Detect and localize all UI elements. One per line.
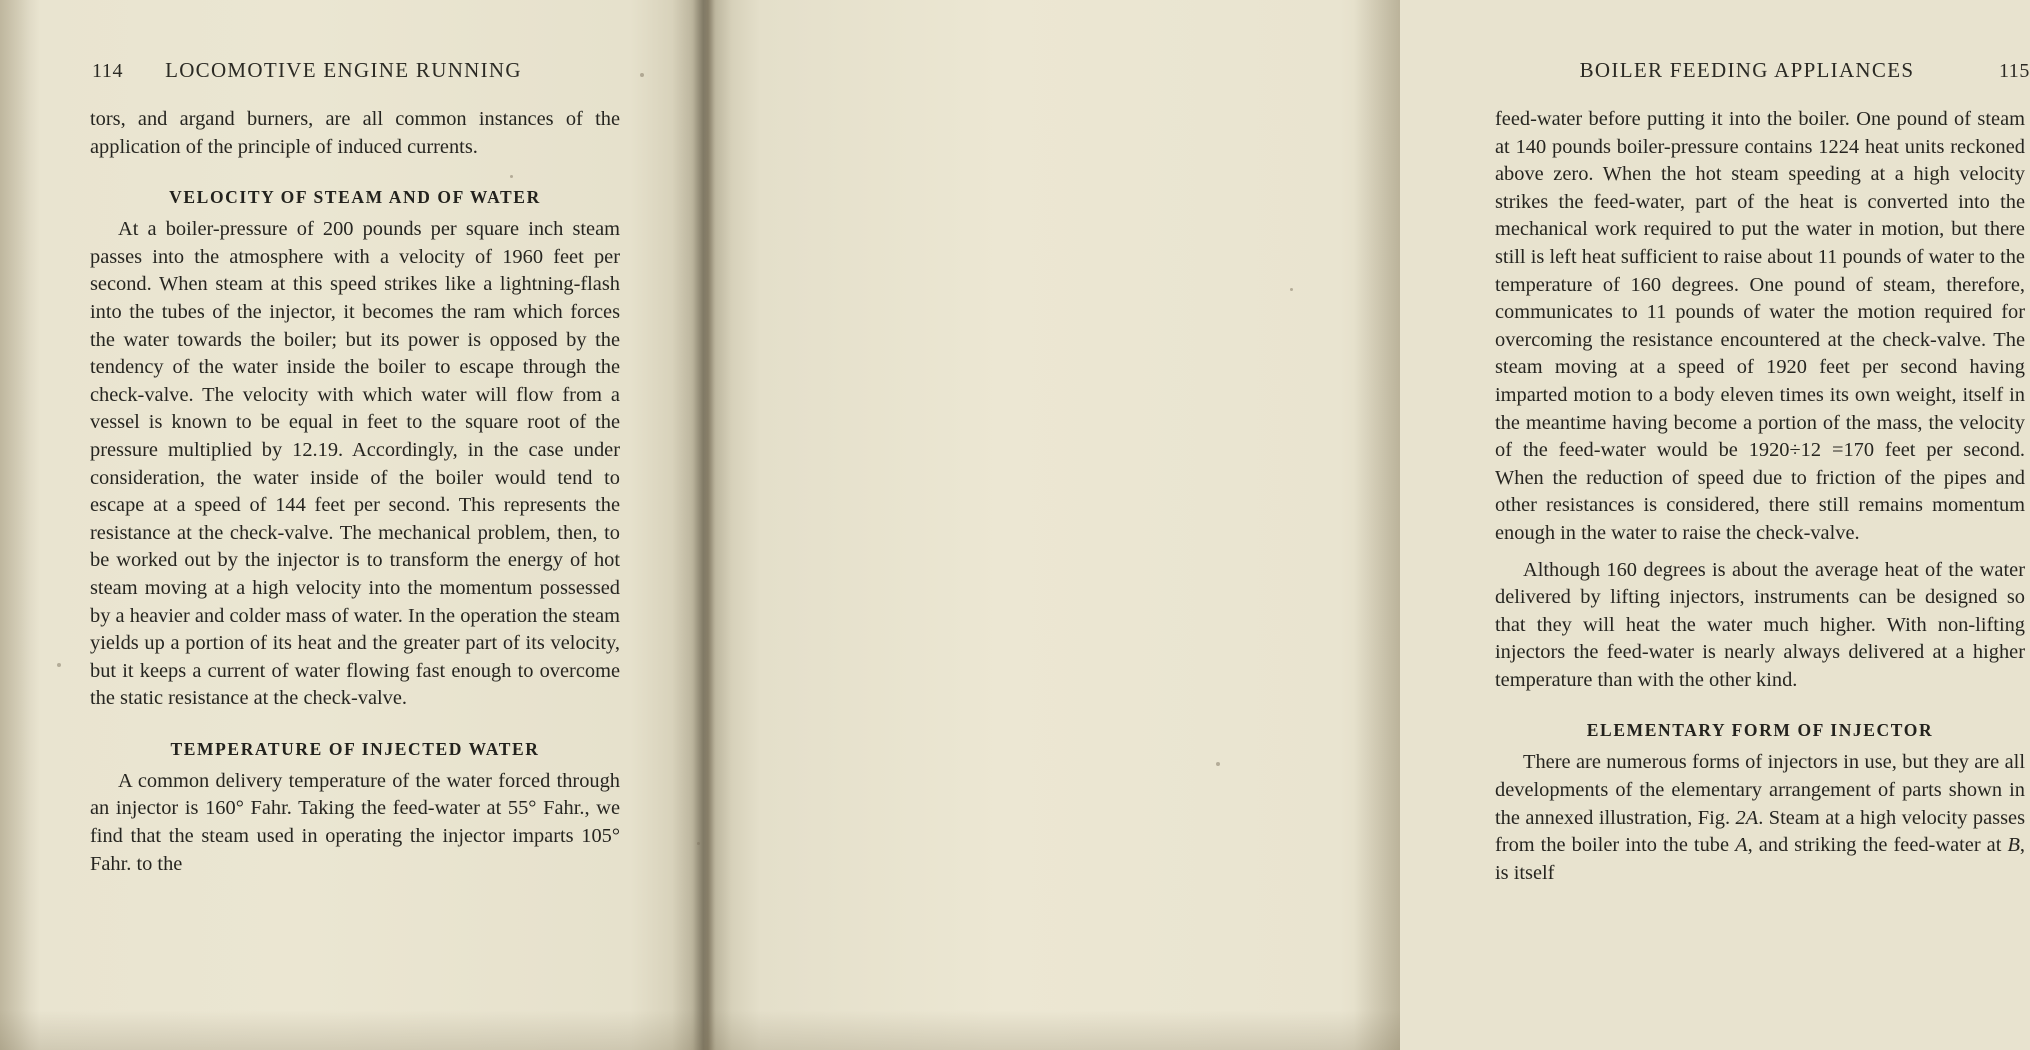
- section-heading-elementary-form: ELEMENTARY FORM OF INJECTOR: [1586, 720, 1934, 741]
- section-heading-velocity: VELOCITY OF STEAM AND OF WATER: [169, 187, 541, 208]
- left-page-number: 114: [92, 60, 124, 82]
- paragraph-text-part: . Steam at a high velocity passes from the boiler into the tube: [1495, 806, 2025, 857]
- paragraph-text-part: There are numerous forms of injectors in use, but they are all developments of the elementary arrangement of parts shown in the annexed illustration, Fig.: [1495, 751, 2025, 829]
- right-page-text-column: [1495, 106, 2025, 887]
- label-reference-a: A: [1735, 834, 1748, 857]
- paragraph: A common delivery temperature of the water forced through an injector is 160° Fahr. Taking the feed-water at 55° Fahr., we find that the steam used in operating the injector imparts 105° Fahr. to the: [90, 769, 620, 875]
- paragraph-with-figure-reference: [1495, 749, 2025, 887]
- left-page-text-column: [90, 106, 620, 878]
- left-running-title: LOCOMOTIVE ENGINE RUNNING: [165, 58, 522, 82]
- paragraph: feed-water before putting it into the boiler. One pound of steam at 140 pounds boiler-pressure contains 1224 heat units reckoned above zero. When the hot steam speeding at a high velocity strikes the feed-water, part of the heat is converted into the mechanical work required to put the water in motion, but there still is left heat sufficient to raise about 11 pounds of water to the temperature of 160 degrees. One pound of steam, therefore, communicates to 11 pounds of water the motion required for overcoming the resistance encountered at the check-valve. The steam moving at a speed of 1920 feet per second having imparted motion to a body eleven times its own weight, itself in the meantime having become a portion of the mass, the velocity of the feed-water would be 1920÷12 =170 feet per second. When the reduction of speed due to friction of the pipes and other resistances is considered, there still remains momentum enough in the water to raise the check-valve.: [1495, 108, 2025, 544]
- right-page: [700, 0, 2030, 1050]
- section-heading-temperature: TEMPERATURE OF INJECTED WATER: [170, 738, 540, 759]
- figure-reference: 2A: [1735, 806, 1759, 829]
- left-page: [0, 0, 700, 1050]
- paragraph-text-part: , and striking the feed-water at: [1747, 834, 2008, 857]
- label-reference-b: B: [2007, 834, 2020, 857]
- paragraph: tors, and argand burners, are all common instances of the application of the principle of induced currents.: [90, 108, 620, 158]
- paragraph: Although 160 degrees is about the average heat of the water delivered by lifting injectors, instruments can be designed so that they will heat the water much higher. With non-lifting injectors the feed-water is nearly always delivered at a higher temperature than with the other kind.: [1495, 558, 2025, 691]
- right-page-number: 115: [1998, 60, 2030, 82]
- paragraph-text-part: , is itself: [1495, 834, 2026, 884]
- left-page-header: [92, 58, 622, 86]
- paragraph: At a boiler-pressure of 200 pounds per square inch steam passes into the atmosphere with a velocity of 1960 feet per second. When steam at this speed strikes like a lightning-flash into the tubes of the injector, it becomes the ram which forces the water towards the boiler; but its power is opposed by the tendency of the water inside the boiler to escape through the check-valve. The velocity with which water will flow from a vessel is known to be equal in feet to the square root of the pressure multiplied by 12.19. Accordingly, in the case under consideration, the water inside of the boiler would tend to escape at a speed of 144 feet per second. This represents the resistance at the check-valve. The mechanical problem, then, to be worked out by the injector is to transform the energy of hot steam moving at a high velocity into the momentum possessed by a heavier and colder mass of water. In the operation the steam yields up a portion of its heat and the greater part of its velocity, but it keeps a current of water flowing fast enough to overcome the static resistance at the check-valve.: [90, 218, 620, 710]
- right-page-header: [1495, 58, 2030, 86]
- right-running-title: BOILER FEEDING APPLIANCES: [1579, 58, 1915, 82]
